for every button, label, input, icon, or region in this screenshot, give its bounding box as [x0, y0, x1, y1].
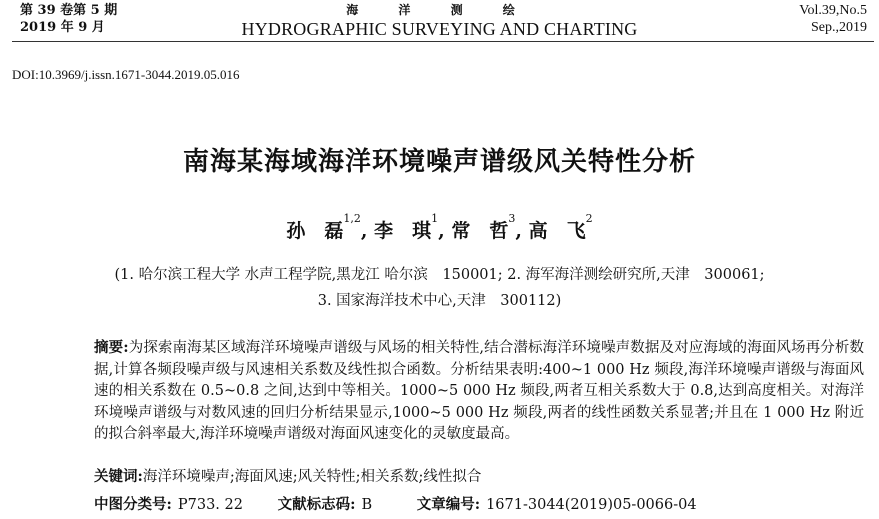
author-separator: ,	[438, 220, 445, 242]
author-list	[0, 212, 879, 243]
journal-title-block	[0, 2, 879, 40]
issue-date-cn: 2019 年 9 月	[20, 20, 105, 35]
author-affiliation-mark: 2	[585, 212, 593, 225]
author-name: 孙 磊	[286, 220, 344, 242]
affiliation-line-2: 3. 国家海洋技术中心,天津 300112)	[317, 293, 562, 309]
keywords-label: 关键词:	[94, 468, 143, 485]
abstract	[94, 337, 864, 446]
document-code-label: 文献标志码:	[277, 496, 356, 513]
author-name: 常 哲	[451, 220, 509, 242]
author-name: 李 琪	[374, 220, 432, 242]
document-code-value: B	[361, 497, 373, 513]
issue-number-cn: 第 39 卷第 5 期	[20, 3, 118, 18]
journal-title-en: HYDROGRAPHIC SURVEYING AND CHARTING	[241, 19, 638, 39]
author-separator: ,	[360, 220, 368, 242]
header-rule	[12, 41, 874, 42]
affiliation-line-1: (1. 哈尔滨工程大学 水声工程学院,黑龙江 哈尔滨 150001; 2. 海军海洋测绘研究所,天津 300061;	[114, 267, 765, 283]
volume-number-en: Vol.39,No.5	[799, 3, 867, 18]
keywords	[94, 466, 864, 489]
clc-label: 中图分类号:	[94, 496, 172, 513]
abstract-text: 为探索南海某区域海洋环境噪声谱级与风场的相关特性,结合潜标海洋环境噪声数据及对应海域的海面风场再分析数据,计算各频段噪声级与风速相关系数及线性拟合函数。分析结果表明:400~1 000 Hz 频段,海洋环境噪声谱级与海面风速的相关系数在 0.5~0.8 之间,达到中等相关。1000~5 000 Hz 频段,两者互相关系数大于 0.8,达到高度相关。对海洋环境噪声谱级与对数风速的回归分析结果显示,1000~5 000 Hz 频段,两者的线性函数关系显著;并且在 1 000 Hz 附近的拟合斜率最大,海洋环境噪声谱级对海面风速变化的灵敏度最高。	[94, 340, 865, 442]
issue-date-en: Sep.,2019	[811, 20, 867, 35]
author-affiliation-mark: 3	[508, 212, 516, 225]
doi-line[interactable]: DOI:10.3969/j.issn.1671-3044.2019.05.016	[12, 67, 240, 82]
author-affiliation-mark: 1	[431, 212, 439, 225]
clc-value: P733. 22	[177, 497, 243, 513]
author-name: 高 飞	[528, 220, 586, 242]
author-separator: ,	[515, 220, 523, 242]
journal-title-cn: 海 洋 测 绘	[346, 3, 533, 17]
keywords-text: 海洋环境噪声;海面风速;风关特性;相关系数;线性拟合	[142, 469, 482, 485]
article-number-label: 文章编号:	[416, 496, 481, 513]
classification-line	[94, 493, 703, 514]
journal-issue-en	[799, 2, 867, 36]
author-affiliation-mark: 1,2	[343, 212, 361, 225]
article-number-value: 1671-3044(2019)05-0066-04	[486, 497, 697, 513]
paper-title: 南海某海域海洋环境噪声谱级风关特性分析	[182, 147, 696, 177]
abstract-label: 摘要:	[94, 339, 129, 356]
